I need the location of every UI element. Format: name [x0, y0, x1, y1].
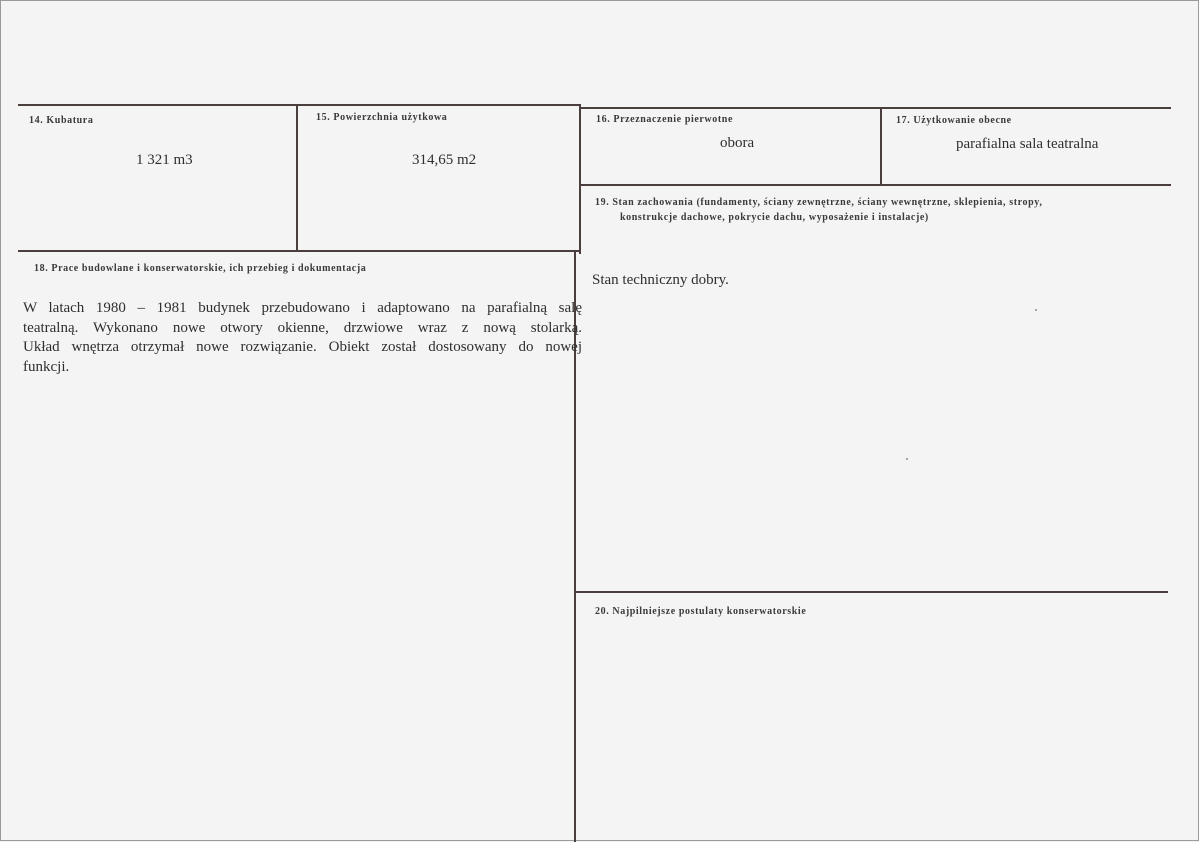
prace-line-3: Układ wnętrza otrzymał nowe rozwiązanie. Obiekt został dostosowany do nowej [23, 339, 582, 355]
top-rule-right [581, 107, 1171, 109]
divider-14-15 [296, 104, 298, 251]
stan-label-line1: 19. Stan zachowania (fundamenty, ściany zewnętrzne, ściany wewnętrzne, sklepienia, stropy, [595, 197, 1043, 208]
uzytkowanie-value: parafialna sala teatralna [956, 136, 1099, 152]
kubatura-label: 14. Kubatura [29, 115, 94, 126]
powierzchnia-value: 314,65 m2 [412, 152, 477, 168]
prace-line-1: W latach 1980 – 1981 budynek przebudowano i adaptowano na parafialną salę [23, 300, 582, 316]
rule-under-16-17 [581, 184, 1171, 186]
powierzchnia-label: 15. Powierzchnia użytkowa [316, 112, 448, 123]
stan-value: Stan techniczny dobry. [592, 272, 729, 288]
przeznaczenie-label: 16. Przeznaczenie pierwotne [596, 114, 733, 125]
prace-text [23, 299, 582, 377]
scan-speck [906, 458, 908, 460]
scan-speck [1035, 309, 1037, 311]
stan-label-line2: konstrukcje dachowe, pokrycie dachu, wyposażenie i instalacje) [620, 212, 929, 223]
przeznaczenie-value: obora [720, 135, 755, 151]
divider-center [579, 104, 581, 254]
kubatura-value: 1 321 m3 [136, 152, 193, 168]
postulaty-label: 20. Najpilniejsze postulaty konserwatorskie [595, 606, 807, 617]
top-rule-left [18, 104, 581, 106]
prace-label: 18. Prace budowlane i konserwatorskie, ich przebieg i dokumentacja [34, 263, 367, 274]
uzytkowanie-label: 17. Użytkowanie obecne [896, 115, 1012, 126]
prace-line-2: teatralną. Wykonano nowe otwory okienne, drzwiowe wraz z nową stolarką. [23, 319, 582, 336]
prace-line-4: funkcji. [23, 358, 70, 375]
divider-16-17 [880, 107, 882, 185]
rule-above-20 [576, 591, 1168, 593]
rule-under-14-15 [18, 250, 581, 252]
